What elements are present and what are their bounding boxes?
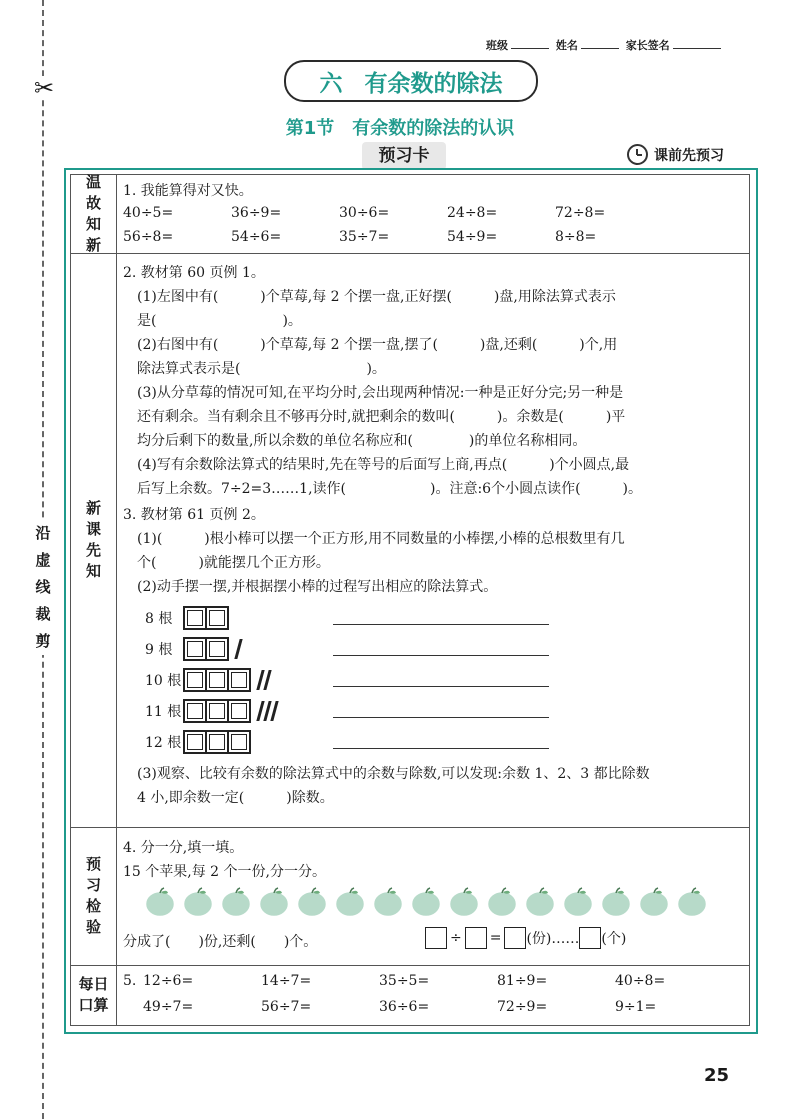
class-label: 班级 — [486, 39, 508, 52]
stick-count-label: 10 根 — [145, 673, 182, 689]
stick-square — [227, 730, 251, 754]
cut-char: 裁 — [35, 605, 51, 623]
row-label-char: 先 — [85, 541, 101, 559]
eq-part-unit: (份)…… — [526, 931, 580, 947]
stick-row — [145, 699, 276, 723]
apple-icon — [525, 887, 555, 917]
daily-problem: 56÷7= — [261, 999, 312, 1015]
section-name: 有余数的除法的认识 — [352, 118, 515, 139]
parent-sign-label: 家长签名 — [625, 39, 670, 52]
answer-line[interactable] — [333, 717, 549, 718]
loose-stick — [270, 701, 278, 721]
q5-number: 5. — [123, 973, 137, 989]
apple-icon — [639, 887, 669, 917]
page-number: 25 — [704, 1065, 730, 1086]
stick-count-label: 9 根 — [145, 642, 173, 658]
row-review — [71, 175, 749, 254]
stick-square — [205, 668, 229, 692]
stick-square — [183, 668, 207, 692]
row-label-char: 知 — [85, 562, 101, 580]
stick-square — [205, 637, 229, 661]
stick-square — [183, 699, 207, 723]
stick-row — [145, 730, 255, 754]
q3-line: 个( )就能摆几个正方形。 — [137, 555, 330, 571]
name-blank[interactable] — [581, 48, 619, 49]
chapter-title — [284, 60, 538, 102]
daily-problem: 35÷5= — [379, 973, 430, 989]
review-problem: 24÷8= — [447, 205, 498, 221]
answer-line[interactable] — [333, 655, 549, 656]
apple-icon — [183, 887, 213, 917]
eq-equals-sign: = — [489, 930, 502, 946]
worksheet-table — [70, 174, 750, 1026]
row-label-char: 新 — [85, 499, 101, 517]
stick-square — [183, 606, 207, 630]
row-label-char: 每日 — [78, 975, 109, 993]
daily-problem: 72÷9= — [497, 999, 548, 1015]
loose-stick — [234, 639, 242, 659]
stick-square — [205, 606, 229, 630]
stick-square — [227, 699, 251, 723]
q2-line: (2)右图中有( )个草莓,每 2 个摆一盘,摆了( )盘,还剩( )个,用 — [137, 337, 618, 353]
section-title — [0, 114, 800, 140]
row-check — [71, 827, 749, 966]
class-blank[interactable] — [511, 48, 549, 49]
q4-text: 15 个苹果,每 2 个一份,分一分。 — [123, 864, 326, 880]
q3-line: (1)( )根小棒可以摆一个正方形,用不同数量的小棒摆,小棒的总根数里有几 — [137, 531, 625, 547]
eq-box-quotient[interactable] — [504, 927, 526, 949]
apple-icon — [601, 887, 631, 917]
apple-icon — [145, 887, 175, 917]
preview-badge — [627, 144, 724, 165]
stick-square — [205, 699, 229, 723]
row-label-review — [71, 175, 117, 253]
stick-count-label: 12 根 — [145, 735, 182, 751]
daily-problem: 9÷1= — [615, 999, 657, 1015]
row-label-char: 温 — [85, 173, 101, 191]
apple-icon — [259, 887, 289, 917]
row-label-char: 检 — [85, 897, 101, 915]
answer-line[interactable] — [333, 748, 549, 749]
name-label: 姓名 — [555, 39, 578, 52]
chapter-number: 六 — [319, 70, 343, 97]
stick-square — [183, 637, 207, 661]
cut-char: 剪 — [35, 632, 51, 650]
apple-icon — [297, 887, 327, 917]
eq-box-divisor[interactable] — [465, 927, 487, 949]
review-problem: 8÷8= — [555, 229, 597, 245]
review-problem: 54÷6= — [231, 229, 282, 245]
eq-box-remainder[interactable] — [579, 927, 601, 949]
scissors-icon: ✂ — [34, 74, 55, 102]
cut-char: 线 — [35, 578, 51, 596]
stick-square — [227, 668, 251, 692]
daily-problem: 14÷7= — [261, 973, 312, 989]
daily-problem: 40÷8= — [615, 973, 666, 989]
section-number: 第1节 — [285, 118, 335, 139]
row-label-char: 预 — [85, 855, 101, 873]
apple-icon — [335, 887, 365, 917]
header-fields — [486, 37, 724, 53]
daily-problem: 81÷9= — [497, 973, 548, 989]
loose-stick — [263, 670, 271, 690]
parent-sign-blank[interactable] — [673, 48, 721, 49]
stick-square — [205, 730, 229, 754]
daily-problem: 49÷7= — [143, 999, 194, 1015]
row-label-char: 新 — [85, 236, 101, 254]
q2-line: 均分后剩下的数量,所以余数的单位名称应和( )的单位名称相同。 — [137, 433, 587, 449]
row-label-new — [71, 253, 117, 827]
q4-title: 4. 分一分,填一填。 — [123, 840, 244, 856]
review-problem: 30÷6= — [339, 205, 390, 221]
eq-div-sign: ÷ — [450, 930, 462, 946]
review-problem: 35÷7= — [339, 229, 390, 245]
cut-char: 虚 — [35, 551, 51, 569]
cut-instruction — [32, 520, 54, 655]
answer-line[interactable] — [333, 624, 549, 625]
review-problem: 72÷8= — [555, 205, 606, 221]
apple-icon — [449, 887, 479, 917]
q1-title: 1. 我能算得对又快。 — [123, 183, 253, 199]
q2-line: 除法算式表示是( )。 — [137, 361, 386, 377]
daily-problem: 12÷6= — [143, 973, 194, 989]
stick-row — [145, 668, 269, 692]
q3-line: (2)动手摆一摆,并根据摆小棒的过程写出相应的除法算式。 — [137, 579, 498, 595]
row-label-daily — [71, 965, 117, 1025]
review-problem: 40÷5= — [123, 205, 174, 221]
daily-problem: 36÷6= — [379, 999, 430, 1015]
clock-icon — [627, 144, 648, 165]
apple-icon — [563, 887, 593, 917]
apple-icon — [221, 887, 251, 917]
row-label-char: 课 — [85, 520, 101, 538]
stick-square — [183, 730, 207, 754]
row-label-char: 习 — [85, 876, 101, 894]
row-label-char: 故 — [85, 194, 101, 212]
row-label-char: 口算 — [78, 996, 109, 1014]
row-daily — [71, 965, 749, 1025]
q3-conclusion-line: 4 小,即余数一定( )除数。 — [137, 790, 334, 806]
q3-title: 3. 教材第 61 页例 2。 — [123, 507, 265, 523]
q4-answer-text: 分成了( )份,还剩( )个。 — [123, 934, 318, 950]
q2-title: 2. 教材第 60 页例 1。 — [123, 265, 265, 281]
q2-line: 是( )。 — [137, 313, 302, 329]
preview-badge-text: 课前先预习 — [654, 147, 724, 164]
apple-icon — [411, 887, 441, 917]
card-title: 预习卡 — [362, 142, 446, 170]
cut-char: 沿 — [35, 524, 51, 542]
row-label-char: 知 — [85, 215, 101, 233]
stick-row — [145, 606, 233, 630]
answer-line[interactable] — [333, 686, 549, 687]
review-problem: 54÷9= — [447, 229, 498, 245]
apple-row — [145, 887, 715, 917]
review-problem: 56÷8= — [123, 229, 174, 245]
apple-icon — [373, 887, 403, 917]
chapter-name: 有余数的除法 — [364, 70, 503, 97]
q2-line: 后写上余数。7÷2=3……1,读作( )。注意:6个小圆点读作( )。 — [137, 481, 643, 497]
stick-count-label: 8 根 — [145, 611, 173, 627]
q2-line: 还有剩余。当有剩余且不够再分时,就把剩余的数叫( )。余数是( )平 — [137, 409, 626, 425]
stick-row — [145, 637, 240, 661]
eq-box-dividend[interactable] — [425, 927, 447, 949]
row-new-lesson — [71, 253, 749, 828]
apple-icon — [677, 887, 707, 917]
apple-icon — [487, 887, 517, 917]
q2-line: (1)左图中有( )个草莓,每 2 个摆一盘,正好摆( )盘,用除法算式表示 — [137, 289, 616, 305]
q3-conclusion-line: (3)观察、比较有余数的除法算式中的余数与除数,可以发现:余数 1、2、3 都比除数 — [137, 766, 650, 782]
stick-count-label: 11 根 — [145, 704, 182, 720]
row-label-check — [71, 827, 117, 965]
review-problem: 36÷9= — [231, 205, 282, 221]
q2-line: (3)从分草莓的情况可知,在平均分时,会出现两种情况:一种是正好分完;另一种是 — [137, 385, 624, 401]
eq-remainder-unit: (个) — [601, 931, 627, 947]
row-label-char: 验 — [85, 918, 101, 936]
q4-equation — [425, 927, 626, 949]
q2-line: (4)写有余数除法算式的结果时,先在等号的后面写上商,再点( )个小圆点,最 — [137, 457, 630, 473]
